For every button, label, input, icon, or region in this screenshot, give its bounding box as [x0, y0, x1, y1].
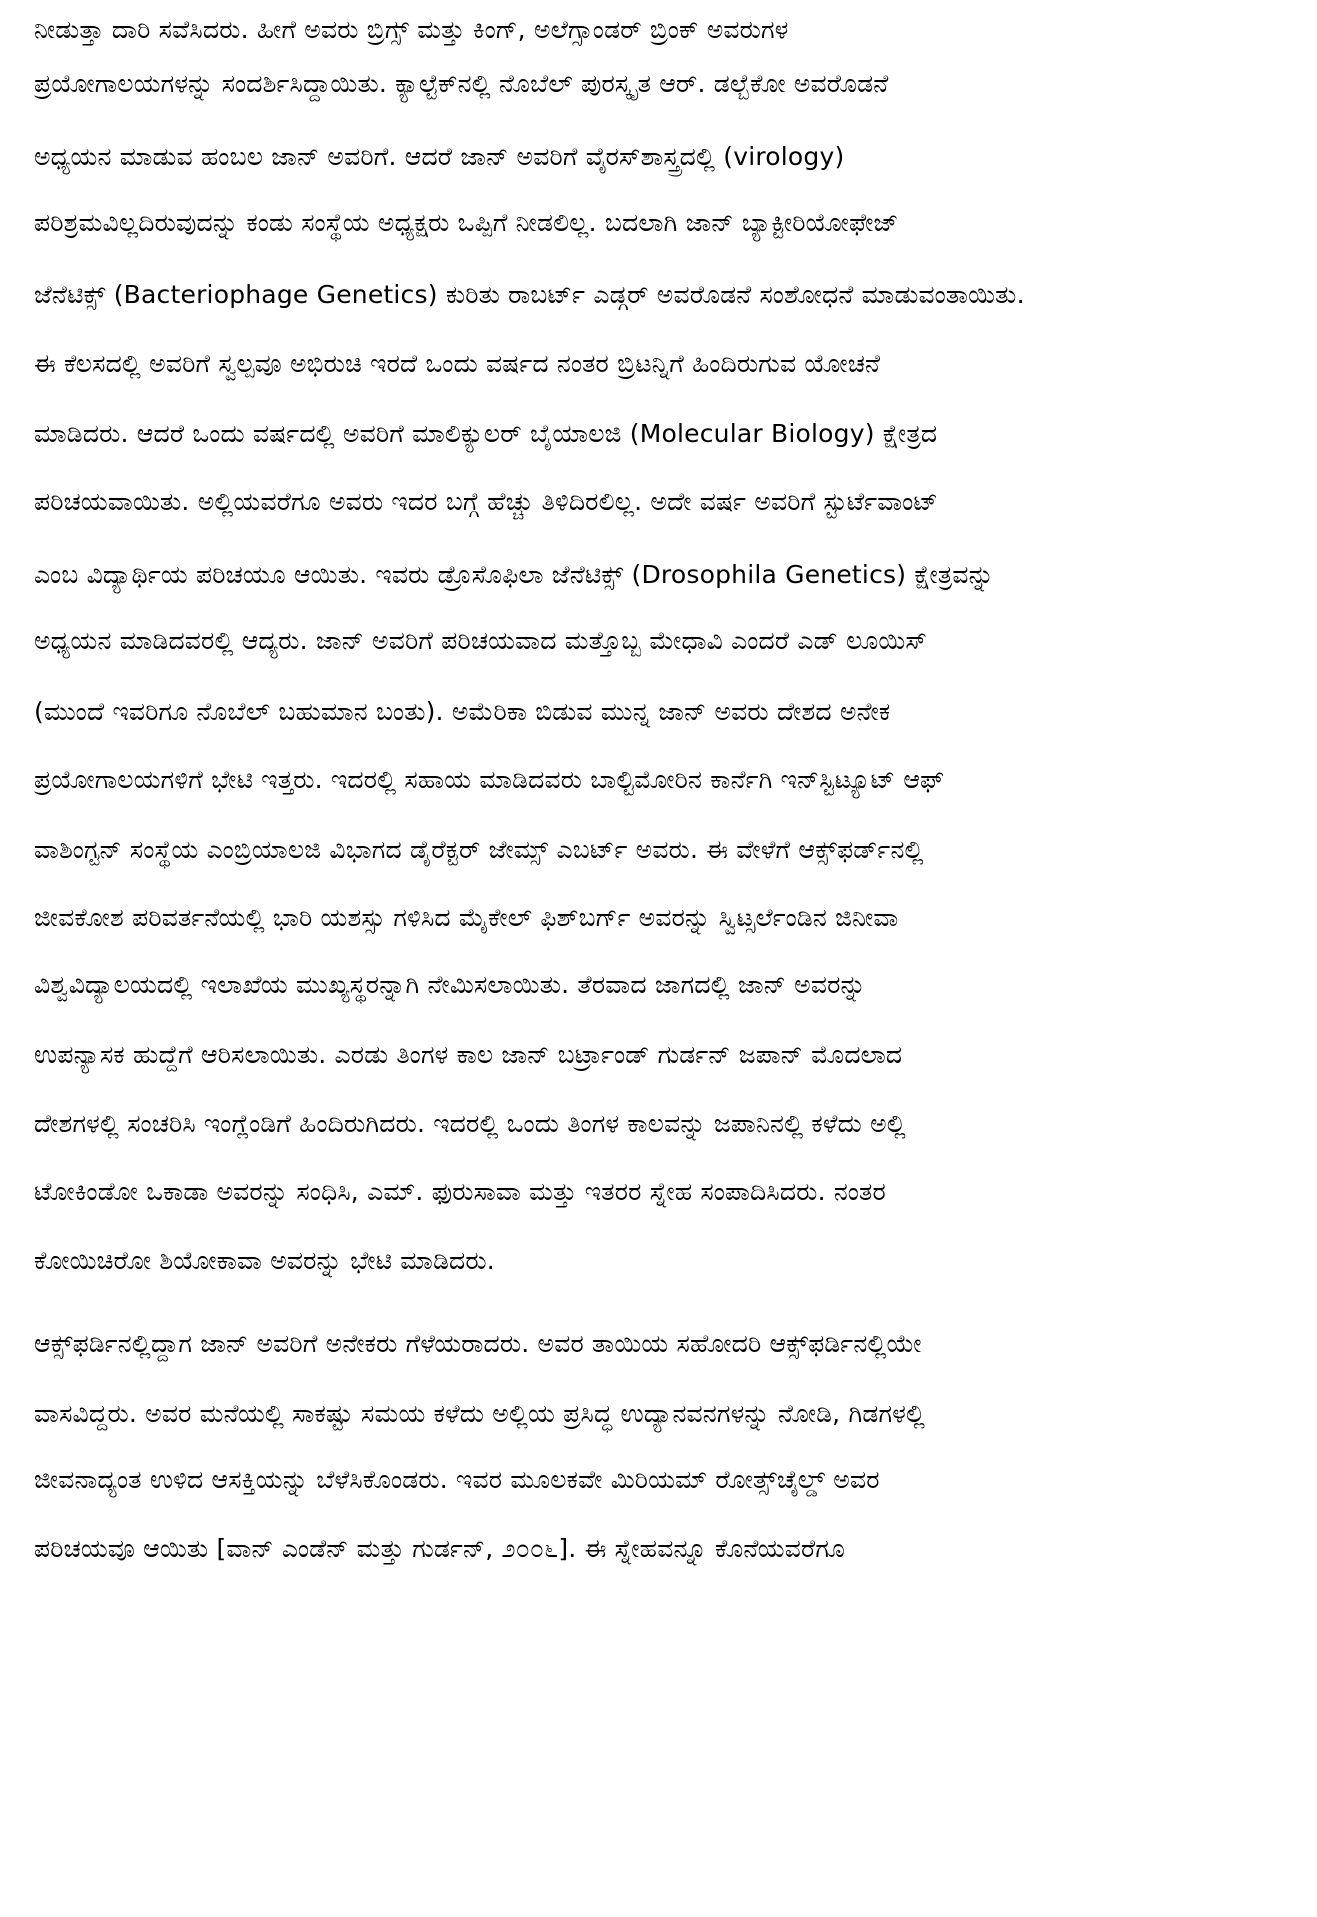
text-line: ಆಕ್ಸ್‌ಫರ್ಡಿನಲ್ಲಿದ್ದಾಗ ಜಾನ್ ಅವರಿಗೆ ಅನೇಕರು ಗೆಳೆಯರಾದರು. ಅವರ ತಾಯಿಯ ಸಹೋದರಿ ಆಕ್ಸ್‌ಫರ್ಡಿನಲ್ಲಿಯೇ: [34, 1329, 922, 1358]
text-line: ಜೆನೆಟಿಕ್ಸ್ (Bacteriophage Genetics) ಕುರಿತು ರಾಬರ್ಟ್ ಎಡ್ಗರ್ ಅವರೊಡನೆ ಸಂಶೋಧನೆ ಮಾಡುವಂತಾಯಿತು.: [34, 280, 1025, 309]
text-line: ಎಂಬ ವಿದ್ಯಾರ್ಥಿಯ ಪರಿಚಯೂ ಆಯಿತು. ಇವರು ಡ್ರೊಸೊಫಿಲಾ ಜೆನೆಟಿಕ್ಸ್ (Drosophila Genetics) ಕ್ಷೇತ್ರವನ್ನು: [34, 560, 995, 589]
text-line: ವಾಶಿಂಗ್ಟನ್ ಸಂಸ್ಥೆಯ ಎಂಬ್ರಿಯಾಲಜಿ ವಿಭಾಗದ ಡೈರೆಕ್ಟರ್ ಜೇಮ್ಸ್ ಎಬರ್ಟ್ ಅವರು. ಈ ವೇಳೆಗೆ ಆಕ್ಸ್‌ಫರ್ಡ್‌ನಲ್ಲಿ: [34, 835, 924, 864]
text-line: ಈ ಕೆಲಸದಲ್ಲಿ ಅವರಿಗೆ ಸ್ವಲ್ಪವೂ ಅಭಿರುಚಿ ಇರದೆ ಒಂದು ವರ್ಷದ ನಂತರ ಬ್ರಿಟನ್ನಿಗೆ ಹಿಂದಿರುಗುವ ಯೋಚನೆ: [34, 349, 881, 378]
text-line: ಪರಿಚಯವಾಯಿತು. ಅಲ್ಲಿಯವರೆಗೂ ಅವರು ಇದರ ಬಗ್ಗೆ ಹೆಚ್ಚು ತಿಳಿದಿರಲಿಲ್ಲ. ಅದೇ ವರ್ಷ ಅವರಿಗೆ ಸ್ಟುರ್ಟೆವಾಂಟ್: [34, 487, 939, 516]
text-line: ನೀಡುತ್ತಾ ದಾರಿ ಸವೆಸಿದರು. ಹೀಗೆ ಅವರು ಬ್ರಿಗ್ಸ್ ಮತ್ತು ಕಿಂಗ್, ಅಲೆಗ್ಸಾಂಡರ್ ಬ್ರಿಂಕ್ ಅವರುಗಳ: [34, 15, 789, 44]
text-line: ಜೀವನಾದ್ಯಂತ ಉಳಿದ ಆಸಕ್ತಿಯನ್ನು ಬೆಳೆಸಿಕೊಂಡರು. ಇವರ ಮೂಲಕವೇ ಮಿರಿಯಮ್ ರೋತ್ಸ್‌ಚೈಲ್ಡ್ ಅವರ: [34, 1465, 880, 1494]
text-line: ಅಧ್ಯಯನ ಮಾಡುವ ಹಂಬಲ ಜಾನ್ ಅವರಿಗೆ. ಆದರೆ ಜಾನ್ ಅವರಿಗೆ ವೈರಸ್‌ಶಾಸ್ತ್ರದಲ್ಲಿ (virology): [34, 142, 845, 171]
text-line: ಟೋಕಿಂಡೋ ಒಕಾಡಾ ಅವರನ್ನು ಸಂಧಿಸಿ, ಎಮ್. ಫುರುಸಾವಾ ಮತ್ತು ಇತರರ ಸ್ನೇಹ ಸಂಪಾದಿಸಿದರು. ನಂತರ: [34, 1177, 886, 1206]
text-line: ಪ್ರಯೋಗಾಲಯಗಳನ್ನು ಸಂದರ್ಶಿಸಿದ್ದಾಯಿತು. ಕ್ಯಾಲ್ಟೆಕ್‌ನಲ್ಲಿ ನೊಬೆಲ್ ಪುರಸ್ಕೃತ ಆರ್. ಡಲ್ಬೆಕೋ ಅವರೊಡನೆ: [34, 69, 889, 98]
text-line: ದೇಶಗಳಲ್ಲಿ ಸಂಚರಿಸಿ ಇಂಗ್ಲೆಂಡಿಗೆ ಹಿಂದಿರುಗಿದರು. ಇದರಲ್ಲಿ ಒಂದು ತಿಂಗಳ ಕಾಲವನ್ನು ಜಪಾನಿನಲ್ಲಿ ಕಳೆದು ಅಲ್ಲಿ: [34, 1109, 906, 1138]
text-line: ಪ್ರಯೋಗಾಲಯಗಳಿಗೆ ಭೇಟಿ ಇತ್ತರು. ಇದರಲ್ಲಿ ಸಹಾಯ ಮಾಡಿದವರು ಬಾಲ್ಟಿಮೋರಿನ ಕಾರ್ನೆಗಿ ಇನ್‌ಸ್ಟಿಟ್ಯೂಟ್ ಆಫ್: [34, 765, 945, 794]
text-line: ಪರಿಶ್ರಮವಿಲ್ಲದಿರುವುದನ್ನು ಕಂಡು ಸಂಸ್ಥೆಯ ಅಧ್ಯಕ್ಷರು ಒಪ್ಪಿಗೆ ನೀಡಲಿಲ್ಲ. ಬದಲಾಗಿ ಜಾನ್ ಬ್ಯಾಕ್ಟೀರಿಯೋಫೇಜ್: [34, 208, 899, 237]
text-line: ಜೀವಕೋಶ ಪರಿವರ್ತನೆಯಲ್ಲಿ ಭಾರಿ ಯಶಸ್ಸು ಗಳಿಸಿದ ಮೈಕೇಲ್ ಫಿಶ್‌ಬರ್ಗ್ ಅವರನ್ನು ಸ್ವಿಟ್ಸರ್ಲೆಂಡಿನ ಜಿನೀವಾ: [34, 903, 899, 932]
text-line: ಪರಿಚಯವೂ ಆಯಿತು [ವಾನ್ ಎಂಡೆನ್ ಮತ್ತು ಗುರ್ಡನ್, ೨೦೦೬]. ಈ ಸ್ನೇಹವನ್ನೂ ಕೊನೆಯವರೆಗೂ: [34, 1534, 846, 1563]
text-line: ವಿಶ್ವವಿದ್ಯಾಲಯದಲ್ಲಿ ಇಲಾಖೆಯ ಮುಖ್ಯಸ್ಥರನ್ನಾಗಿ ನೇಮಿಸಲಾಯಿತು. ತೆರವಾದ ಜಾಗದಲ್ಲಿ ಜಾನ್ ಅವರನ್ನು: [34, 970, 866, 999]
text-line: ವಾಸವಿದ್ದರು. ಅವರ ಮನೆಯಲ್ಲಿ ಸಾಕಷ್ಟು ಸಮಯ ಕಳೆದು ಅಲ್ಲಿಯ ಪ್ರಸಿದ್ಧ ಉದ್ಯಾನವನಗಳನ್ನು ನೋಡಿ, ಗಿಡಗಳಲ್ಲಿ: [34, 1399, 926, 1428]
text-line: ಅಧ್ಯಯನ ಮಾಡಿದವರಲ್ಲಿ ಆದ್ಯರು. ಜಾನ್ ಅವರಿಗೆ ಪರಿಚಯವಾದ ಮತ್ತೊಬ್ಬ ಮೇಧಾವಿ ಎಂದರೆ ಎಡ್ ಲೂಯಿಸ್: [34, 626, 927, 655]
text-line: ಮಾಡಿದರು. ಆದರೆ ಒಂದು ವರ್ಷದಲ್ಲಿ ಅವರಿಗೆ ಮಾಲಿಕ್ಯುಲರ್ ಬೈಯಾಲಜಿ (Molecular Biology) ಕ್ಷೇತ್ರದ: [34, 419, 938, 448]
text-line: (ಮುಂದೆ ಇವರಿಗೂ ನೊಬೆಲ್ ಬಹುಮಾನ ಬಂತು). ಅಮೆರಿಕಾ ಬಿಡುವ ಮುನ್ನ ಜಾನ್ ಅವರು ದೇಶದ ಅನೇಕ: [34, 697, 891, 726]
text-line: ಕೋಯಿಚಿರೋ ಶಿಯೋಕಾವಾ ಅವರನ್ನು ಭೇಟಿ ಮಾಡಿದರು.: [34, 1246, 495, 1275]
text-line: ಉಪನ್ಯಾಸಕ ಹುದ್ದೆಗೆ ಆರಿಸಲಾಯಿತು. ಎರಡು ತಿಂಗಳ ಕಾಲ ಜಾನ್ ಬರ್ಟ್ರಾಂಡ್ ಗುರ್ಡನ್ ಜಪಾನ್ ಮೊದಲಾದ: [34, 1040, 903, 1069]
